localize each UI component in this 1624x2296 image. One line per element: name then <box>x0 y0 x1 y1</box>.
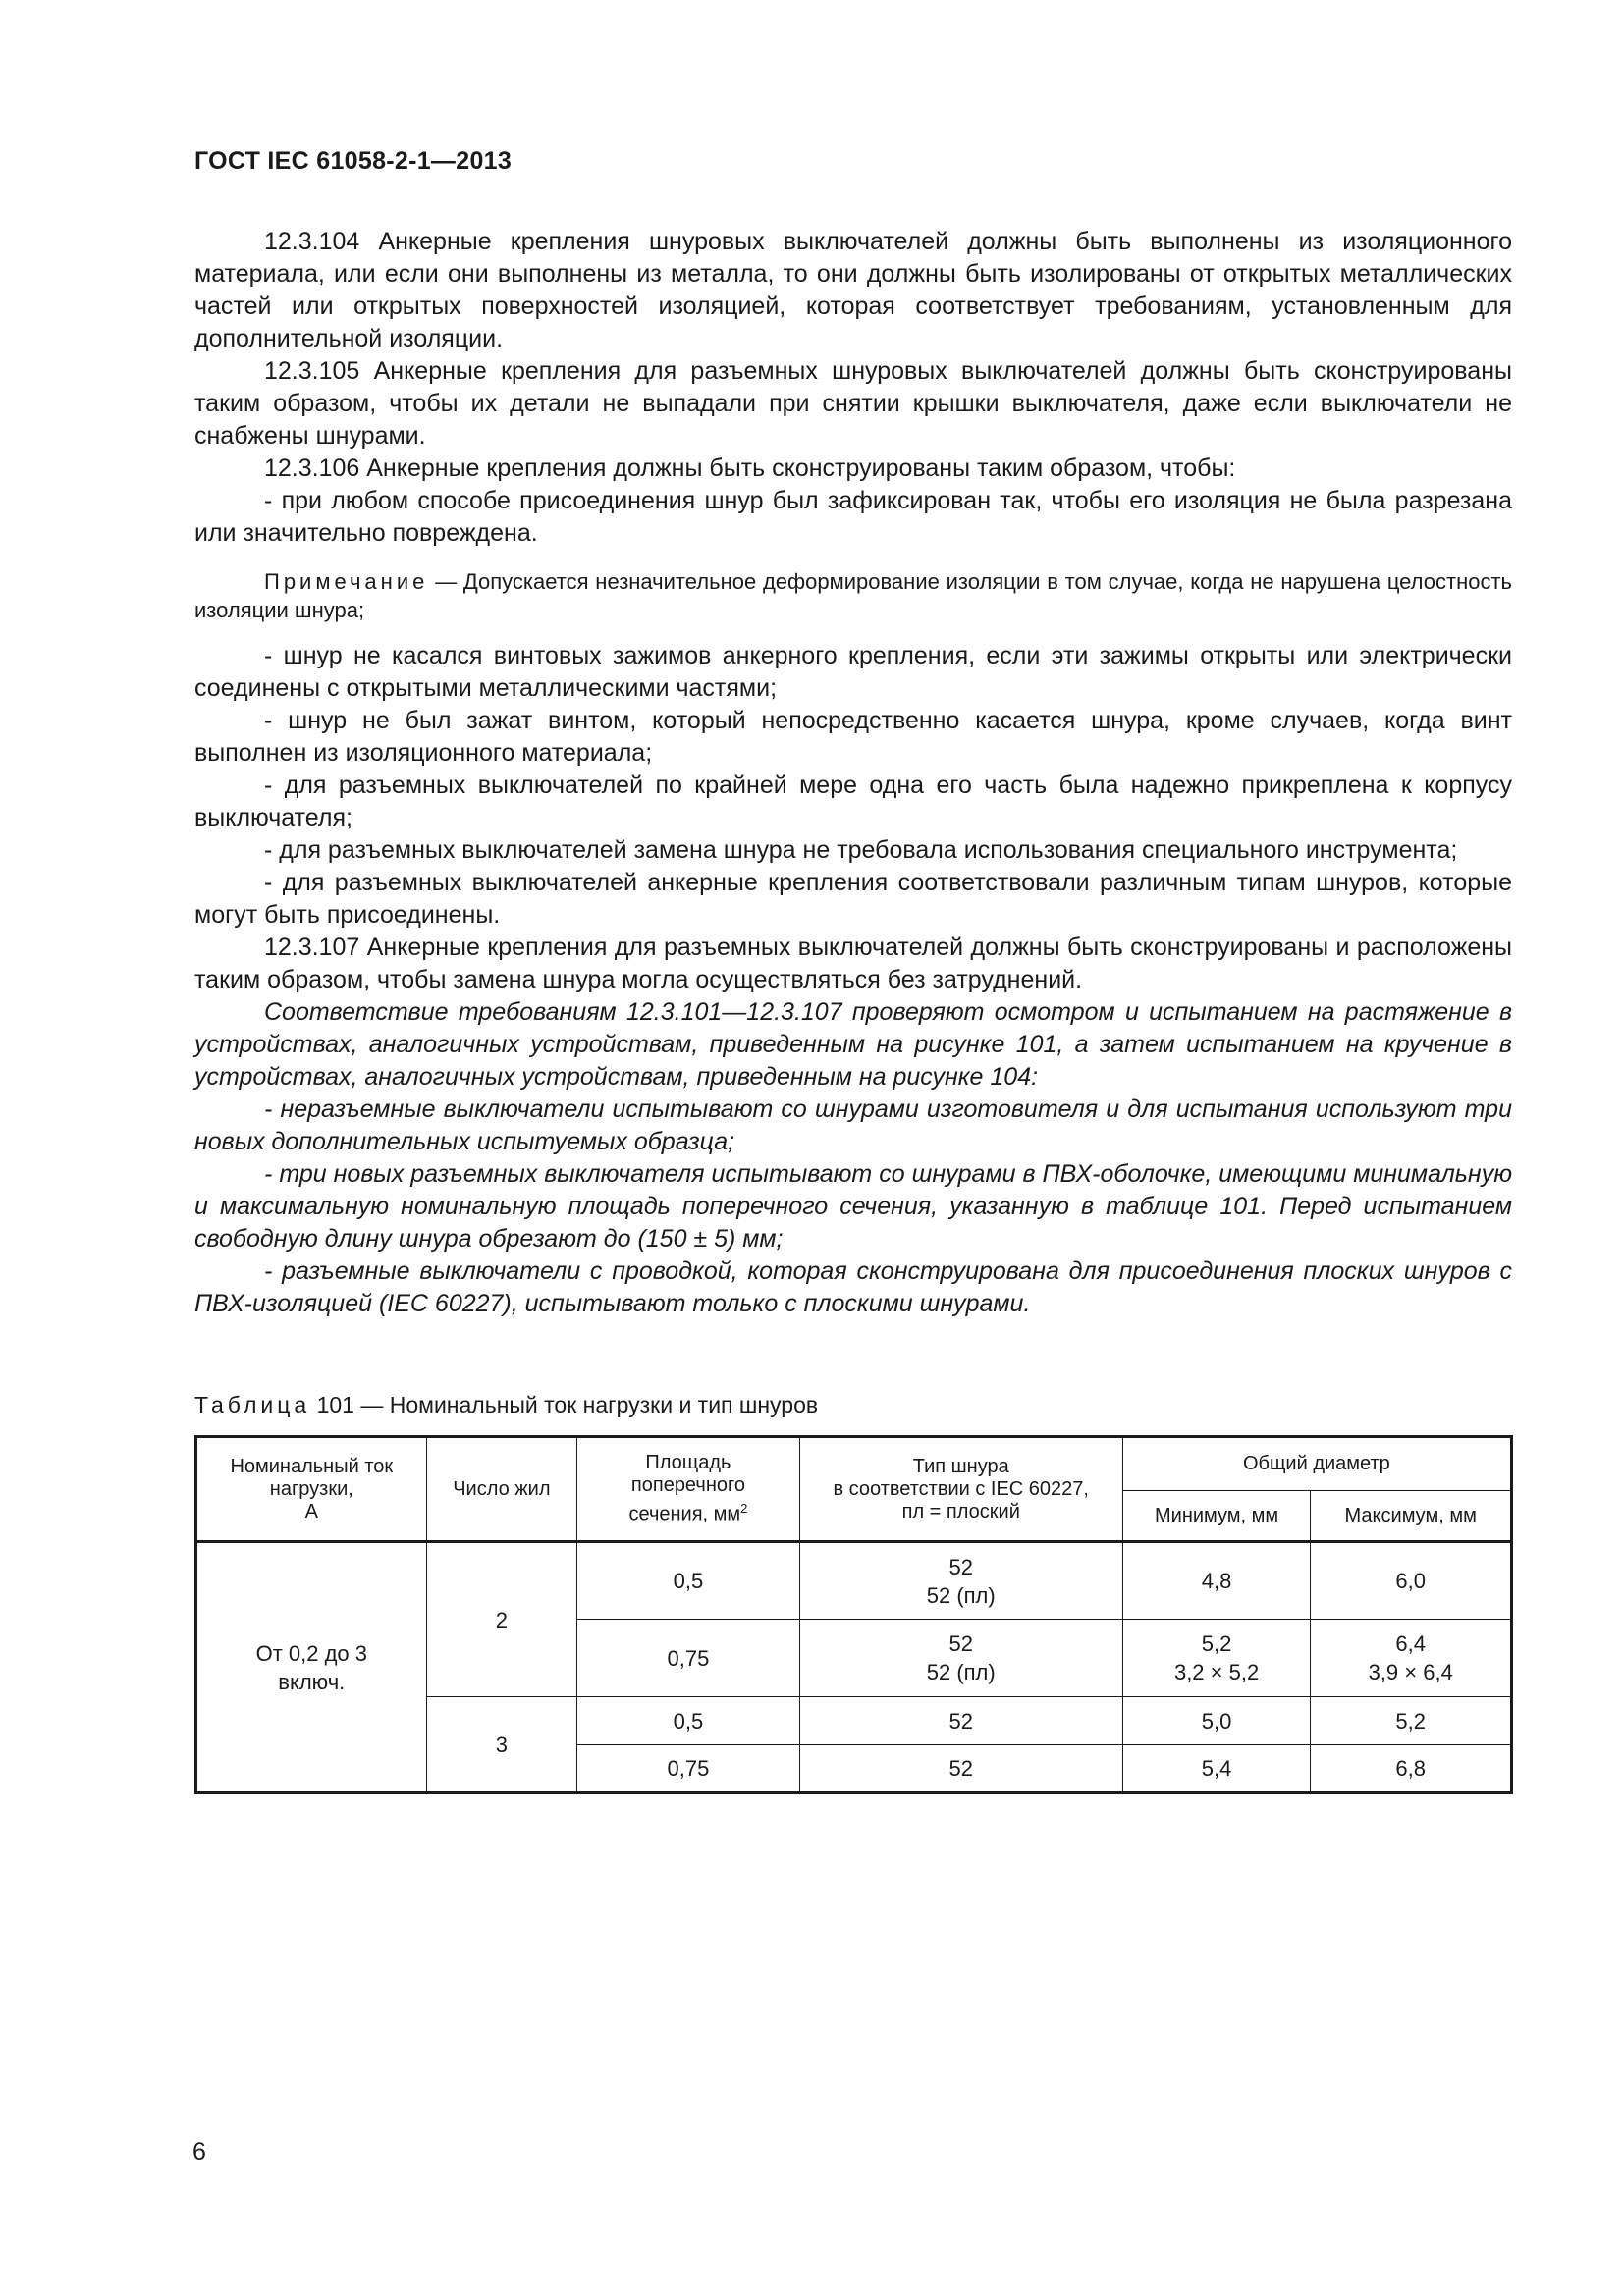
cell-min: 5,4 <box>1122 1745 1311 1793</box>
cell-cores: 2 <box>426 1542 577 1697</box>
cell-max: 6,4 3,9 × 6,4 <box>1311 1620 1512 1697</box>
cell-area: 0,75 <box>577 1745 800 1793</box>
cell-area: 0,75 <box>577 1620 800 1697</box>
table-caption <box>194 1392 818 1418</box>
cell-area: 0,5 <box>577 1542 800 1620</box>
compliance-paragraph: - неразъемные выключатели испытывают со шнурами изготовителя и для испытания используют три новых дополнительных испытуемых образца; <box>194 1095 1512 1155</box>
cell-type: 52 52 (пл) <box>799 1620 1122 1697</box>
cell-type: 52 52 (пл) <box>799 1542 1122 1620</box>
table-caption-label: Таблица <box>194 1392 311 1417</box>
header-cord-type: Тип шнура в соответствии с IEC 60227, пл = плоский <box>799 1437 1122 1542</box>
cell-area: 0,5 <box>577 1697 800 1745</box>
paragraph: - шнур не касался винтовых зажимов анкерного крепления, если эти зажимы открыты или электрически соединены с открытыми металлическими частями; <box>194 642 1512 702</box>
cell-min: 4,8 <box>1122 1542 1311 1620</box>
compliance-paragraph: Соответствие требованиям 12.3.101—12.3.107 проверяют осмотром и испытанием на растяжение в устройствах, аналогичных устройствам, приведенным на рисунке 101, а затем испытанием на кручение в устройствах, аналогичных устройствам, приведенным на рисунке 104: <box>194 998 1512 1091</box>
cell-max: 6,0 <box>1311 1542 1512 1620</box>
note-label: Примечание <box>264 569 429 594</box>
paragraph: 12.3.107 Анкерные крепления для разъемных выключателей должны быть сконструированы и расположены таким образом, чтобы замена шнура могла осуществляться без затруднений. <box>194 934 1512 993</box>
header-overall-diameter: Общий диаметр <box>1122 1437 1511 1491</box>
table-caption-text: 101 — Номинальный ток нагрузки и тип шнуров <box>310 1392 819 1417</box>
header-min: Минимум, мм <box>1122 1491 1311 1542</box>
compliance-paragraph: - разъемные выключатели с проводкой, которая сконструирована для присоединения плоских шнуров с ПВХ-изоляцией (IEC 60227), испытывают только с плоскими шнурами. <box>194 1257 1512 1317</box>
header-rated-current: Номинальный ток нагрузки, А <box>196 1437 427 1542</box>
paragraph: 12.3.105 Анкерные крепления для разъемных шнуровых выключателей должны быть сконструированы таким образом, чтобы их детали не выпадали при снятии крышки выключателя, даже если выключатели не снабжены шнурами. <box>194 357 1512 450</box>
table-row <box>196 1542 1512 1620</box>
header-cores: Число жил <box>426 1437 577 1542</box>
cell-type: 52 <box>799 1697 1122 1745</box>
cell-min: 5,0 <box>1122 1697 1311 1745</box>
paragraph: 12.3.104 Анкерные крепления шнуровых выключателей должны быть выполнены из изоляционного материала, или если они выполнены из металла, то они должны быть изолированы от открытых металлических частей или открытых поверхностей изоляцией, которая соответствует требованиям, установленным для дополнительной изоляции. <box>194 228 1512 352</box>
cell-type: 52 <box>799 1745 1122 1793</box>
document-header: ГОСТ IEC 61058-2-1—2013 <box>194 147 513 175</box>
cell-cores: 3 <box>426 1697 577 1793</box>
note <box>194 567 1512 624</box>
table-101 <box>194 1435 1513 1794</box>
page-number: 6 <box>192 2138 206 2165</box>
paragraph: - для разъемных выключателей по крайней мере одна его часть была надежно прикреплена к корпусу выключателя; <box>194 772 1512 831</box>
paragraph: - шнур не был зажат винтом, который непосредственно касается шнура, кроме случаев, когда винт выполнен из изоляционного материала; <box>194 707 1512 767</box>
paragraph: - для разъемных выключателей замена шнура не требовала использования специального инструмента; <box>264 836 1458 864</box>
paragraph: - при любом способе присоединения шнур был зафиксирован так, чтобы его изоляция не была разрезана или значительно повреждена. <box>194 487 1512 547</box>
note-text: — Допускается незначительное деформирование изоляции в том случае, когда не нарушена целостность изоляции шнура; <box>194 569 1512 622</box>
cell-min: 5,2 3,2 × 5,2 <box>1122 1620 1311 1697</box>
cell-rated-current: От 0,2 до 3 включ. <box>196 1542 427 1793</box>
cell-max: 6,8 <box>1311 1745 1512 1793</box>
cell-max: 5,2 <box>1311 1697 1512 1745</box>
document-body <box>194 226 1512 1320</box>
compliance-paragraph: - три новых разъемных выключателя испытывают со шнурами в ПВХ-оболочке, имеющими минимальную и максимальную номинальную площадь поперечного сечения, указанную в таблице 101. Перед испытанием свободную длину шнура обрезают до (150 ± 5) мм; <box>194 1160 1512 1253</box>
paragraph: - для разъемных выключателей анкерные крепления соответствовали различным типам шнуров, которые могут быть присоединены. <box>194 869 1512 929</box>
header-max: Максимум, мм <box>1311 1491 1512 1542</box>
paragraph: 12.3.106 Анкерные крепления должны быть сконструированы таким образом, чтобы: <box>264 454 1236 482</box>
header-cross-section: Площадь поперечного сечения, $мм^2$ <box>577 1437 800 1542</box>
